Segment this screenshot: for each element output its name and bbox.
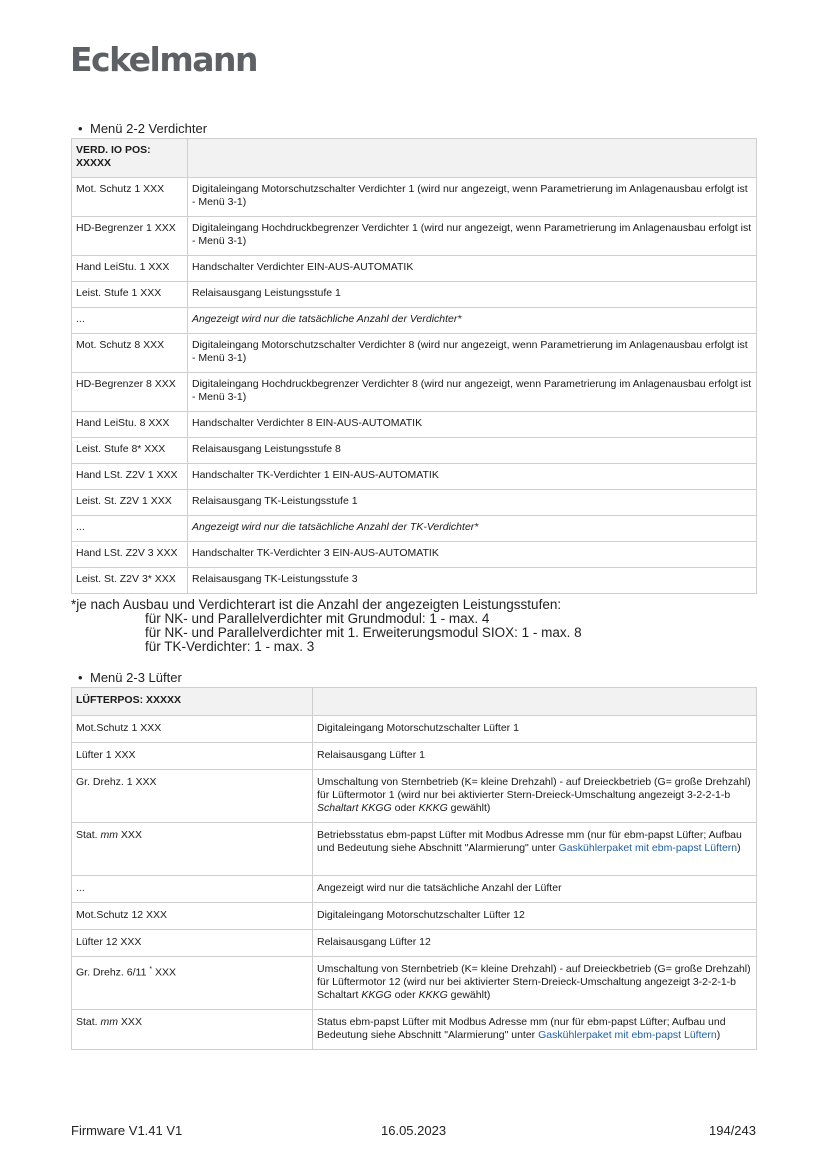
text-span: mm [100, 829, 119, 841]
table-row [72, 876, 757, 903]
text-span: XXX [118, 1016, 142, 1028]
row-description: Handschalter TK-Verdichter 1 EIN-AUS-AUTOMATIK [188, 464, 757, 490]
text-span: Stat. [76, 829, 101, 841]
header-cell: VERD. IO POS: XXXXX [72, 139, 188, 178]
row-description: Digitaleingang Hochdruckbegrenzer Verdichter 8 (wird nur angezeigt, wenn Parametrierung im Anlagenausbau erfolgt ist - Menü 3-1) [188, 373, 757, 412]
row-label [72, 823, 313, 876]
table-row [72, 542, 757, 568]
row-label: HD-Begrenzer 1 XXX [72, 217, 188, 256]
bullet-icon: • [78, 121, 83, 136]
table-row [72, 438, 757, 464]
table-header-row [72, 139, 757, 178]
header-cell-empty [188, 139, 757, 178]
footnote [71, 598, 582, 654]
row-label: ... [72, 308, 188, 334]
row-description [313, 770, 757, 823]
table-row [72, 412, 757, 438]
row-description: Digitaleingang Motorschutzschalter Verdichter 1 (wird nur angezeigt, wenn Parametrierung im Anlagenausbau erfolgt ist - Menü 3-1) [188, 178, 757, 217]
row-label: ... [72, 516, 188, 542]
menu-heading-verdichter [78, 121, 207, 136]
footnote-marker: * [149, 966, 153, 973]
row-description: Relaisausgang TK-Leistungsstufe 3 [188, 568, 757, 594]
table-row [72, 823, 757, 876]
text-span: KKKG [418, 989, 448, 1001]
row-label [72, 957, 313, 1010]
table-row [72, 930, 757, 957]
table-header-row [72, 688, 757, 716]
note-line: für NK- und Parallelverdichter mit 1. Erweiterungsmodul SIOX: 1 - max. 8 [145, 625, 582, 640]
header-cell: LÜFTERPOS: XXXXX [72, 688, 313, 716]
text-span: Betriebsstatus ebm-papst Lüfter mit Modbus Adresse mm (nur für ebm-papst Lüfter; Aufbau und Bedeutung siehe Abschnitt "Alarmierung" unter [317, 829, 742, 854]
company-logo: Eckelmann [70, 40, 257, 79]
table-row [72, 1010, 757, 1050]
text-span: ) [716, 1029, 721, 1041]
table-row [72, 903, 757, 930]
table-row [72, 716, 757, 743]
row-label: Hand LSt. Z2V 3 XXX [72, 542, 188, 568]
text-span: gewählt) [447, 989, 491, 1001]
text-span: oder [391, 989, 419, 1001]
footer-date: 16.05.2023 [381, 1123, 447, 1138]
row-label: Hand LeiStu. 1 XXX [72, 256, 188, 282]
table-row [72, 516, 757, 542]
row-description: Relaisausgang Leistungsstufe 8 [188, 438, 757, 464]
table-row [72, 568, 757, 594]
row-description: Handschalter Verdichter EIN-AUS-AUTOMATIK [188, 256, 757, 282]
text-span: Stat. [76, 1016, 101, 1028]
note-line: für TK-Verdichter: 1 - max. 3 [145, 639, 315, 654]
header-cell-empty [313, 688, 757, 716]
bullet-icon: • [78, 670, 83, 685]
table-row [72, 334, 757, 373]
row-description: Digitaleingang Hochdruckbegrenzer Verdichter 1 (wird nur angezeigt, wenn Parametrierung im Anlagenausbau erfolgt ist - Menü 3-1) [188, 217, 757, 256]
table-row [72, 373, 757, 412]
row-description: Handschalter Verdichter 8 EIN-AUS-AUTOMATIK [188, 412, 757, 438]
row-label: Lüfter 12 XXX [72, 930, 313, 957]
cross-reference-link[interactable]: Gaskühlerpaket mit ebm-papst Lüftern [558, 842, 738, 854]
cross-reference-link[interactable]: Gaskühlerpaket mit ebm-papst Lüftern [538, 1029, 717, 1041]
row-description: Relaisausgang Lüfter 12 [313, 930, 757, 957]
text-span: Umschaltung von Sternbetrieb (K= kleine Drehzahl) - auf Dreieckbetrieb (G= große Drehzahl) für Lüftermotor 1 (wird nur bei aktivierter Stern-Dreieck-Umschaltung angezeigt 3-2-2-1-b [317, 776, 751, 801]
table-row [72, 308, 757, 334]
note-line: für NK- und Parallelverdichter mit Grundmodul: 1 - max. 4 [145, 611, 490, 626]
text-span: Umschaltung von Sternbetrieb (K= kleine Drehzahl) - auf Dreieckbetrieb (G= große Drehzahl) für Lüftermotor 12 (wird nur bei aktivierter Stern-Dreieck-Umschaltung angezeigt 3-2-2-1-b Schaltart [317, 963, 751, 1001]
text-span: Schaltart KKGG [317, 802, 392, 814]
row-description: Digitaleingang Motorschutzschalter Lüfter 1 [313, 716, 757, 743]
footer-page-number: 194/243 [709, 1123, 756, 1138]
row-description: Relaisausgang Lüfter 1 [313, 743, 757, 770]
text-span: mm [100, 1016, 119, 1028]
table-row [72, 256, 757, 282]
row-label: Mot.Schutz 1 XXX [72, 716, 313, 743]
text-span: Gr. Drehz. 6/11 [76, 966, 150, 979]
table-row [72, 178, 757, 217]
menu-heading-luefter [78, 670, 182, 685]
row-label: Hand LeiStu. 8 XXX [72, 412, 188, 438]
table-row [72, 770, 757, 823]
footer-firmware: Firmware V1.41 V1 [71, 1123, 183, 1138]
row-description: Angezeigt wird nur die tatsächliche Anzahl der Verdichter* [188, 308, 757, 334]
row-description: Digitaleingang Motorschutzschalter Verdichter 8 (wird nur angezeigt, wenn Parametrierung im Anlagenausbau erfolgt ist - Menü 3-1) [188, 334, 757, 373]
row-description: Relaisausgang TK-Leistungsstufe 1 [188, 490, 757, 516]
row-label: Mot. Schutz 8 XXX [72, 334, 188, 373]
row-description: Handschalter TK-Verdichter 3 EIN-AUS-AUTOMATIK [188, 542, 757, 568]
text-span: KKKG [418, 802, 448, 814]
table-row [72, 490, 757, 516]
row-label: Leist. St. Z2V 1 XXX [72, 490, 188, 516]
row-label: Lüfter 1 XXX [72, 743, 313, 770]
row-label: ... [72, 876, 313, 903]
row-label: Mot.Schutz 12 XXX [72, 903, 313, 930]
text-span: Status ebm-papst Lüfter mit Modbus Adresse mm (nur für ebm-papst Lüfter; Aufbau und Bedeutung siehe Abschnitt "Alarmierung" unter [317, 1016, 726, 1041]
heading-text: Menü 2-3 Lüfter [90, 670, 182, 685]
text-span: XXX [118, 829, 142, 841]
text-span: gewählt) [447, 802, 491, 814]
text-span: ) [737, 842, 741, 854]
row-description [313, 1010, 757, 1050]
row-label: Leist. St. Z2V 3* XXX [72, 568, 188, 594]
table-row [72, 282, 757, 308]
text-span: oder [391, 802, 419, 814]
row-description: Angezeigt wird nur die tatsächliche Anzahl der Lüfter [313, 876, 757, 903]
note-line: *je nach Ausbau und Verdichterart ist die Anzahl der angezeigten Leistungsstufen: [71, 597, 562, 612]
verdichter-table [71, 138, 757, 594]
row-description: Digitaleingang Motorschutzschalter Lüfter 12 [313, 903, 757, 930]
row-label: Leist. Stufe 8* XXX [72, 438, 188, 464]
row-label: Mot. Schutz 1 XXX [72, 178, 188, 217]
row-description: Relaisausgang Leistungsstufe 1 [188, 282, 757, 308]
row-label: Hand LSt. Z2V 1 XXX [72, 464, 188, 490]
table-row [72, 217, 757, 256]
table-row [72, 464, 757, 490]
row-label: HD-Begrenzer 8 XXX [72, 373, 188, 412]
row-label [72, 1010, 313, 1050]
row-description: Angezeigt wird nur die tatsächliche Anzahl der TK-Verdichter* [188, 516, 757, 542]
row-description [313, 823, 757, 876]
row-label: Gr. Drehz. 1 XXX [72, 770, 313, 823]
table-row [72, 957, 757, 1010]
text-span: KKGG [361, 989, 392, 1001]
verdichter-table-body [72, 139, 757, 594]
row-label: Leist. Stufe 1 XXX [72, 282, 188, 308]
row-description [313, 957, 757, 1010]
text-span: XXX [152, 966, 177, 979]
heading-text: Menü 2-2 Verdichter [90, 121, 208, 136]
luefter-table [71, 687, 757, 1050]
table-row [72, 743, 757, 770]
